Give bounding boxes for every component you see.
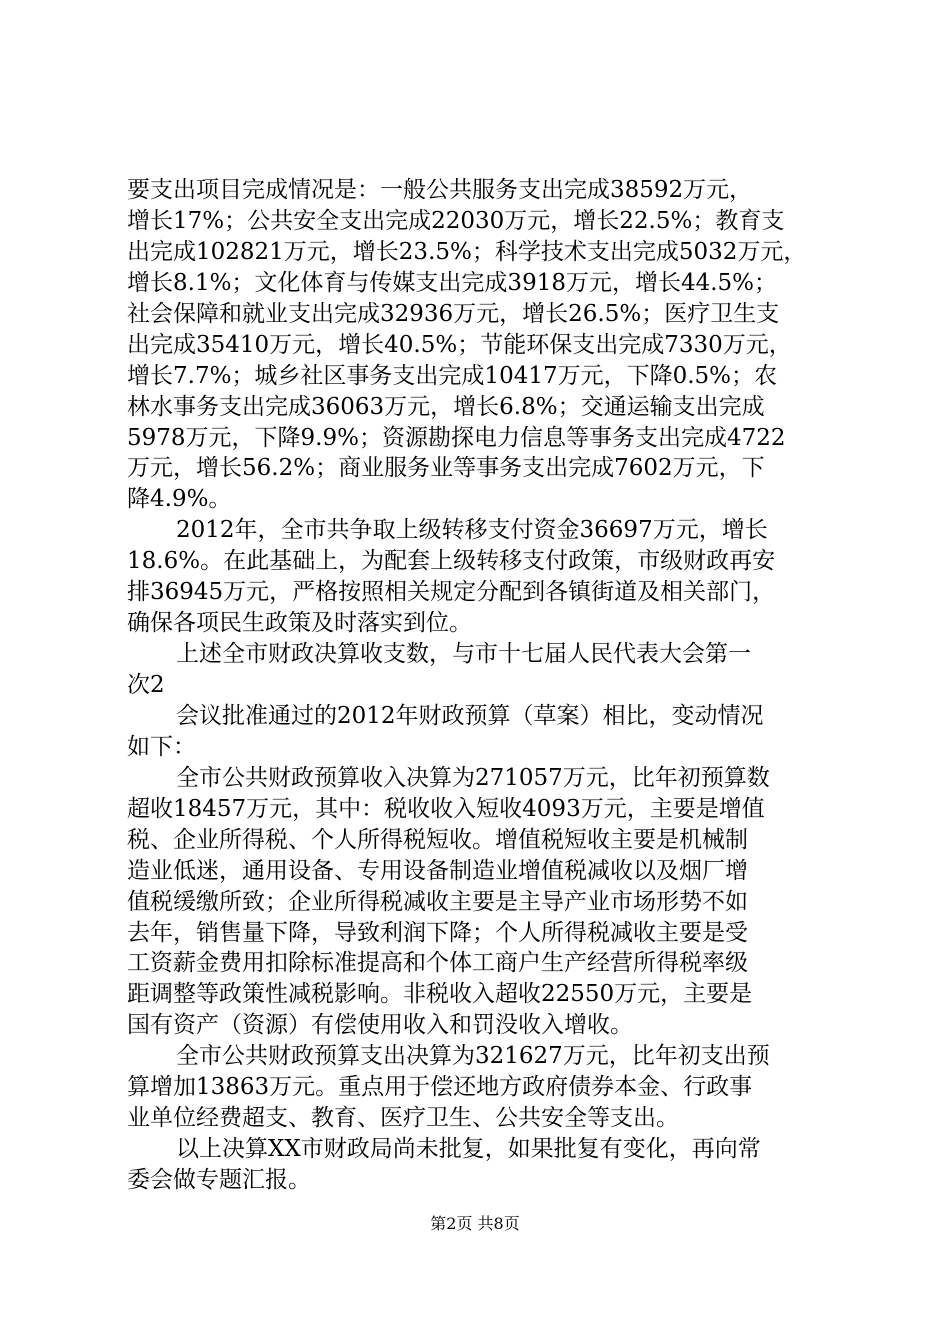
text-line: 距调整等政策性减税影响。非税收入超收22550万元，主要是 (127, 981, 753, 1007)
text-line: 造业低迷，通用设备、专用设备制造业增值税减收以及烟厂增 (127, 858, 748, 884)
text-line: 业单位经费超支、教育、医疗卫生、公共安全等支出。 (127, 1105, 679, 1131)
paragraph-first-line: 全市公共财政预算收入决算为271057万元，比年初预算数 (176, 765, 770, 791)
text-line: 增长8.1%；文化体育与传媒支出完成3918万元，增长44.5%； (127, 270, 778, 296)
text-line: 万元，增长56.2%；商业服务业等事务支出完成7602万元，下 (127, 455, 765, 481)
text-line: 次2 (127, 672, 165, 698)
text-line: 值税缓缴所致；企业所得税减收主要是主导产业市场形势不如 (127, 889, 748, 915)
paragraph-first-line: 会议批准通过的2012年财政预算（草案）相比，变动情况 (176, 703, 764, 729)
text-line: 出完成35410万元，增长40.5%；节能环保支出完成7330万元， (127, 332, 792, 358)
text-line: 5978万元，下降9.9%；资源勘探电力信息等事务支出完成4722 (127, 425, 786, 451)
text-line: 18.6%。在此基础上，为配套上级转移支付政策，市级财政再安 (127, 548, 776, 574)
text-line: 增长7.7%；城乡社区事务支出完成10417万元，下降0.5%；农 (127, 363, 778, 389)
page-footer: 第2页 共8页 (430, 1214, 520, 1233)
text-line: 去年，销售量下降，导致利润下降；个人所得税减收主要是受 (127, 920, 748, 946)
text-line: 税、企业所得税、个人所得税短收。增值税短收主要是机械制 (127, 827, 748, 853)
text-line: 出完成102821万元，增长23.5%；科学技术支出完成5032万元， (127, 239, 807, 265)
text-line: 如下： (127, 734, 196, 760)
paragraph-first-line: 2012年，全市共争取上级转移支付资金36697万元，增长 (176, 517, 768, 543)
text-line: 国有资产（资源）有偿使用收入和罚没收入增收。 (127, 1012, 633, 1038)
text-line: 要支出项目完成情况是：一般公共服务支出完成38592万元， (127, 177, 753, 203)
text-line: 增长17%；公共安全支出完成22030万元，增长22.5%；教育支 (127, 208, 785, 234)
text-line: 超收18457万元，其中：税收收入短收4093万元，主要是增值 (127, 796, 765, 822)
paragraph-first-line: 上述全市财政决算收支数，与市十七届人民代表大会第一 (176, 641, 751, 667)
paragraph-first-line: 全市公共财政预算支出决算为321627万元，比年初支出预 (176, 1043, 770, 1069)
text-line: 排36945万元，严格按照相关规定分配到各镇街道及相关部门， (127, 579, 776, 605)
paragraph-first-line: 以上决算XX市财政局尚未批复，如果批复有变化，再向常 (176, 1136, 761, 1162)
text-line: 确保各项民生政策及时落实到位。 (127, 610, 472, 636)
text-line: 委会做专题汇报。 (127, 1167, 311, 1193)
text-line: 降4.9%。 (127, 486, 232, 512)
text-line: 算增加13863万元。重点用于偿还地方政府债券本金、行政事 (127, 1074, 753, 1100)
text-line: 工资薪金费用扣除标准提高和个体工商户生产经营所得税率级 (127, 950, 748, 976)
text-line: 社会保障和就业支出完成32936万元，增长26.5%；医疗卫生支 (127, 301, 780, 327)
text-line: 林水事务支出完成36063万元，增长6.8%；交通运输支出完成 (127, 394, 765, 420)
